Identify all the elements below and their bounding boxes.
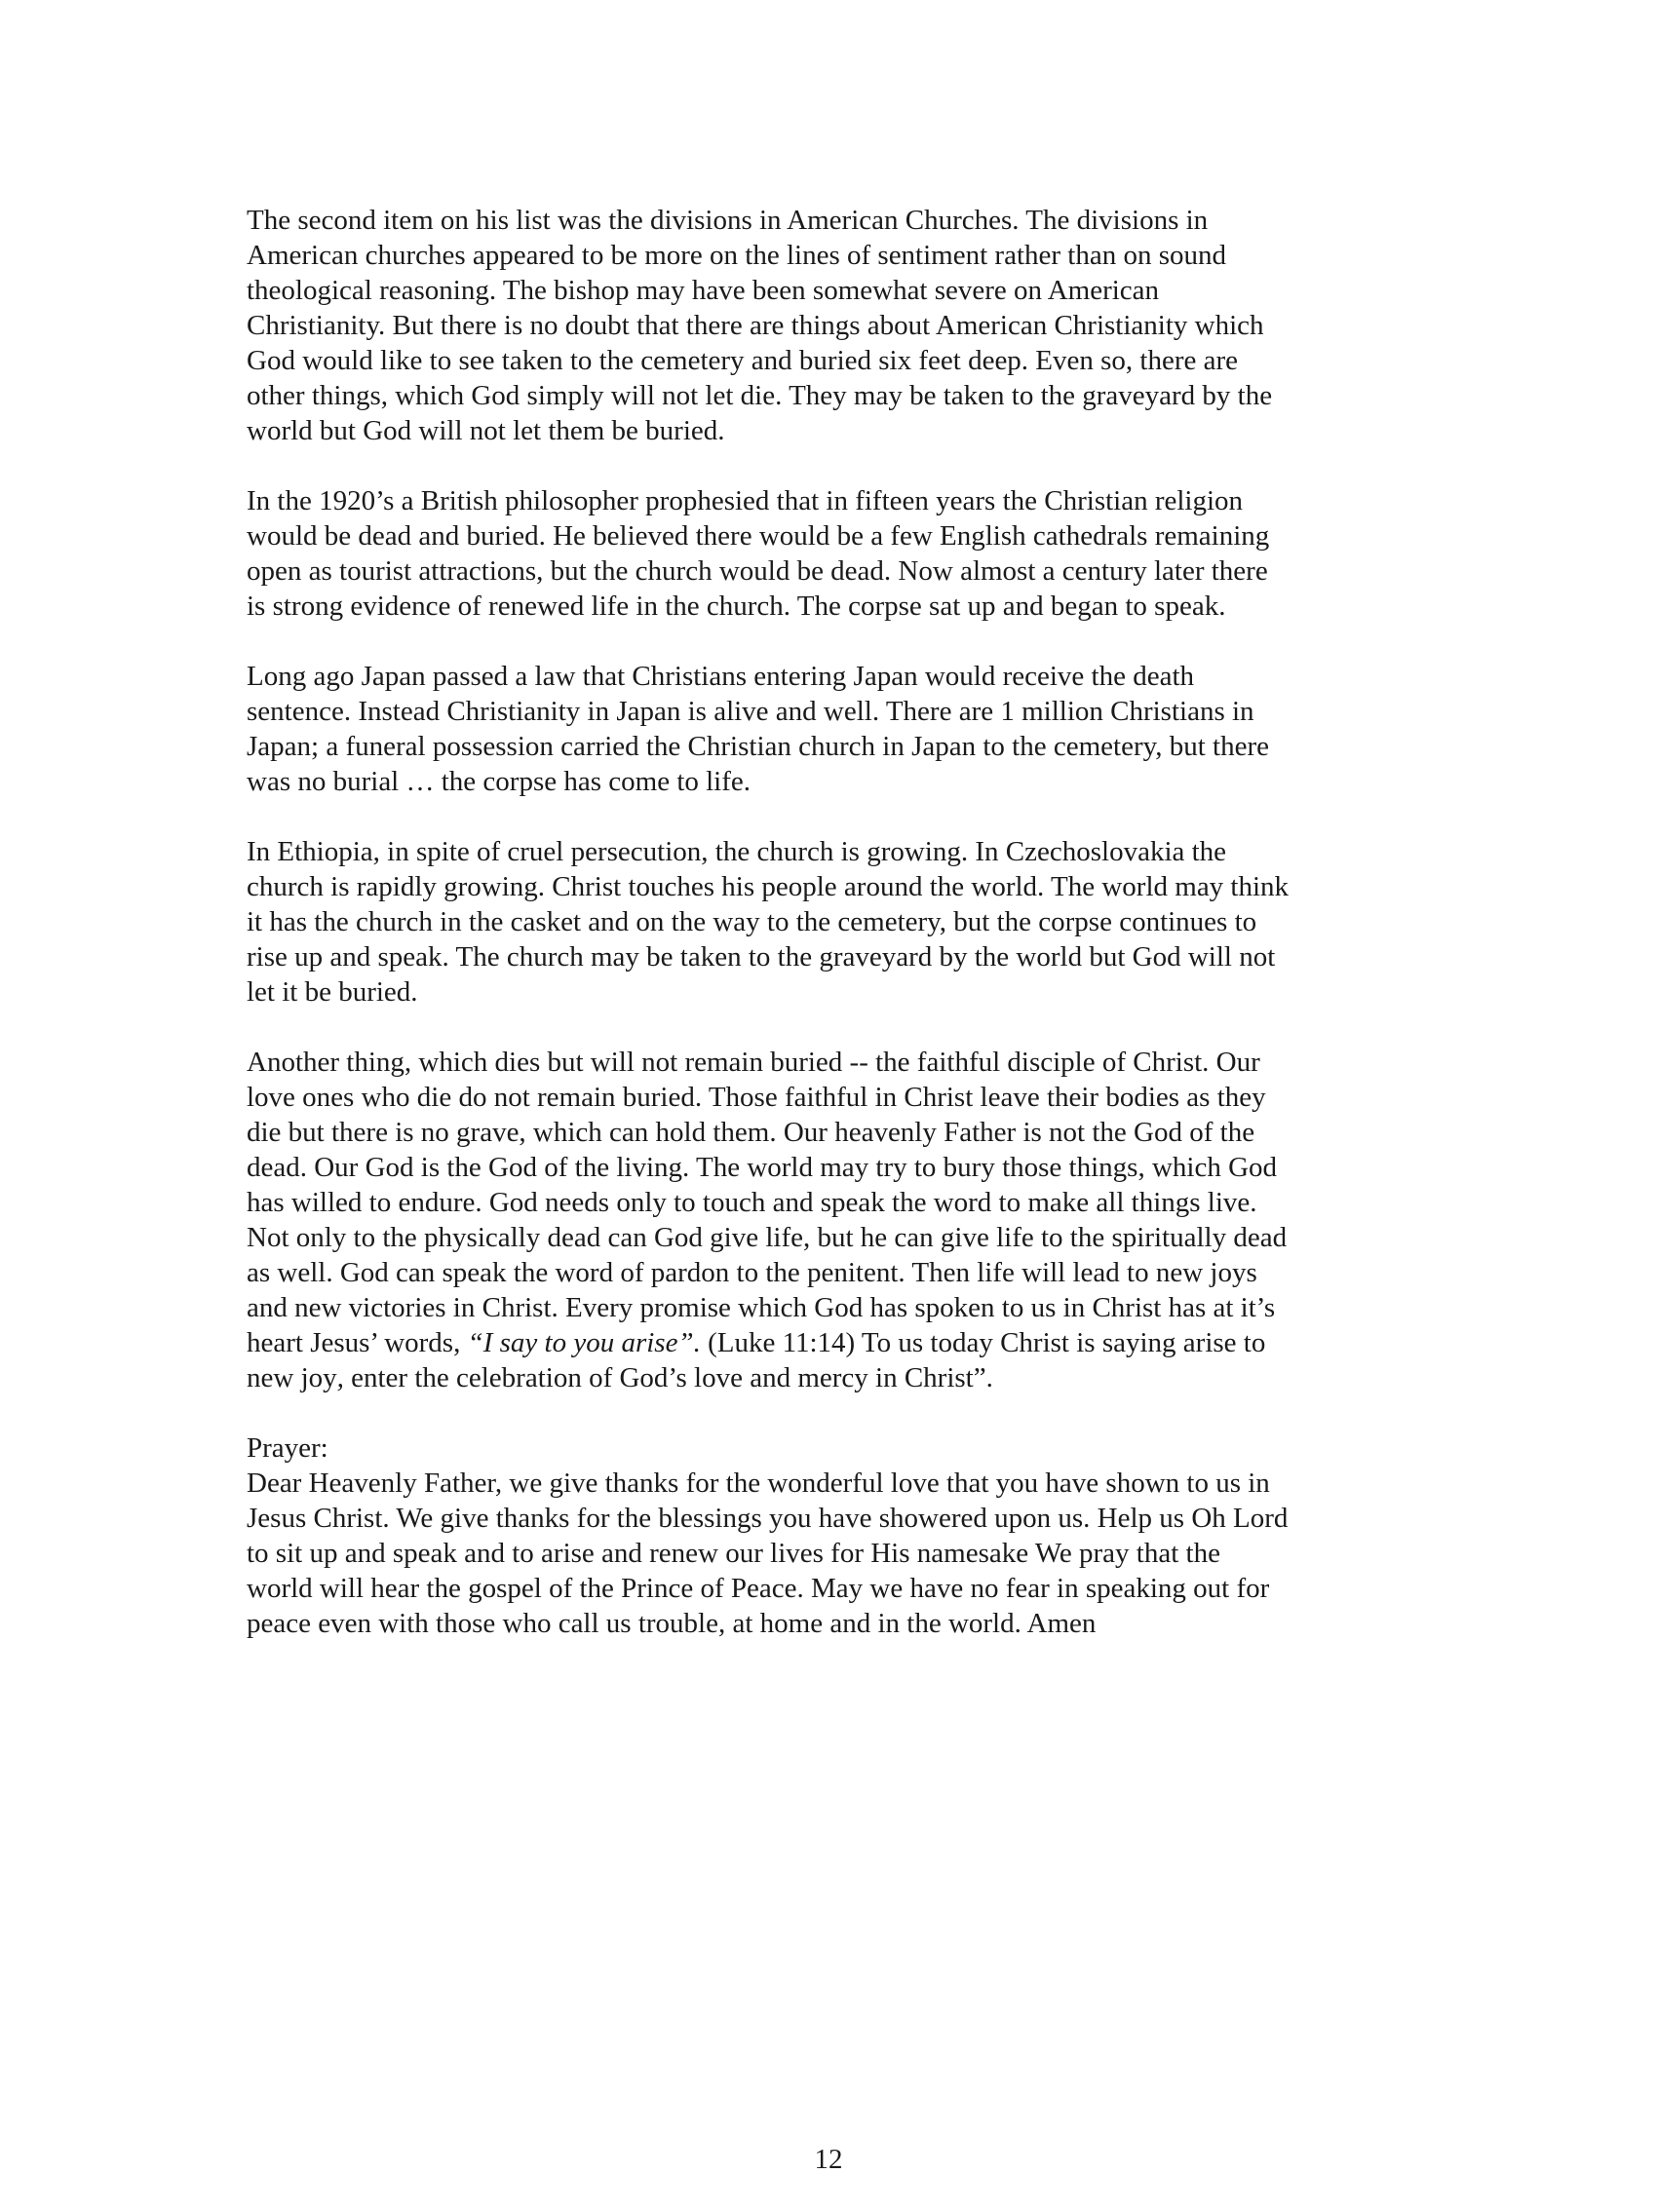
prayer-line: peace even with those who call us trouble, at home and in the world. Amen [247, 1608, 1097, 1639]
prayer-label: Prayer: [247, 1432, 328, 1464]
paragraph-ethiopia [247, 834, 1416, 1010]
text-line: other things, which God simply will not let die. They may be taken to the graveyard by the [247, 380, 1273, 411]
scripture-reference-text: (Luke 11:14) To us today Christ is saying arise to [700, 1327, 1266, 1358]
text-line: dead. Our God is the God of the living. The world may try to bury those things, which God [247, 1152, 1278, 1183]
text-line: church is rapidly growing. Christ touches his people around the world. The world may think [247, 871, 1290, 902]
text-line: In Ethiopia, in spite of cruel persecution, the church is growing. In Czechoslovakia the [247, 836, 1227, 867]
text-line-with-quote [247, 1325, 1416, 1360]
text-line: American churches appeared to be more on the lines of sentiment rather than on sound [247, 240, 1226, 271]
prayer-line: to sit up and speak and to arise and renew our lives for His namesake We pray that the [247, 1538, 1220, 1569]
text-line: is strong evidence of renewed life in the church. The corpse sat up and began to speak. [247, 591, 1226, 622]
prayer-line: world will hear the gospel of the Prince of Peace. May we have no fear in speaking out for [247, 1573, 1270, 1604]
prayer-section [247, 1430, 1416, 1641]
text-line: die but there is no grave, which can hold them. Our heavenly Father is not the God of the [247, 1117, 1255, 1148]
text-line: Christianity. But there is no doubt that there are things about American Christianity which [247, 310, 1264, 341]
document-body [247, 203, 1416, 1676]
paragraph-church-divisions [247, 203, 1416, 448]
text-line: Long ago Japan passed a law that Christians entering Japan would receive the death [247, 661, 1194, 692]
text-line: was no burial … the corpse has come to life. [247, 766, 751, 797]
closing-lead-text: new joy [247, 1362, 337, 1393]
text-line: world but God will not let them be buried. [247, 415, 725, 446]
text-line: and new victories in Christ. Every promise which God has spoken to us in Christ has at it’s [247, 1292, 1276, 1323]
text-line [247, 1360, 1416, 1395]
scripture-quote: “I say to you arise”. [467, 1327, 701, 1358]
text-line: open as tourist attractions, but the church would be dead. Now almost a century later there [247, 555, 1268, 587]
text-line: let it be buried. [247, 976, 418, 1008]
text-line: sentence. Instead Christianity in Japan is alive and well. There are 1 million Christians in [247, 696, 1254, 727]
page-number: 12 [814, 2144, 843, 2175]
italic-comma: , [336, 1362, 344, 1393]
closing-text: enter the celebration of God’s love and mercy in Christ”. [343, 1362, 993, 1393]
text-line: love ones who die do not remain buried. Those faithful in Christ leave their bodies as they [247, 1082, 1266, 1113]
prayer-line: Jesus Christ. We give thanks for the blessings you have showered upon us. Help us Oh Lord [247, 1503, 1289, 1534]
text-line: has willed to endure. God needs only to touch and speak the word to make all things live. [247, 1187, 1257, 1218]
text-line: it has the church in the casket and on the way to the cemetery, but the corpse continues to [247, 906, 1257, 937]
text-line: In the 1920’s a British philosopher prophesied that in fifteen years the Christian religion [247, 485, 1244, 516]
text-line: Not only to the physically dead can God give life, but he can give life to the spiritually dead [247, 1222, 1288, 1253]
prayer-line: Dear Heavenly Father, we give thanks for the wonderful love that you have shown to us in [247, 1468, 1270, 1499]
text-line: Japan; a funeral possession carried the Christian church in Japan to the cemetery, but there [247, 731, 1269, 762]
text-line: rise up and speak. The church may be taken to the graveyard by the world but God will not [247, 941, 1276, 973]
text-line: God would like to see taken to the cemetery and buried six feet deep. Even so, there are [247, 345, 1239, 376]
paragraph-japan [247, 659, 1416, 799]
text-line: would be dead and buried. He believed there would be a few English cathedrals remaining [247, 520, 1270, 552]
text-line: Another thing, which dies but will not remain buried -- the faithful disciple of Christ. Our [247, 1047, 1260, 1078]
text-line: theological reasoning. The bishop may have been somewhat severe on American [247, 275, 1160, 306]
text-line: The second item on his list was the divisions in American Churches. The divisions in [247, 205, 1209, 236]
text-line: as well. God can speak the word of pardon to the penitent. Then life will lead to new joys [247, 1257, 1257, 1288]
quote-lead-text: heart Jesus’ words, [247, 1327, 468, 1358]
paragraph-faithful-disciple [247, 1045, 1416, 1395]
paragraph-british-philosopher [247, 483, 1416, 624]
